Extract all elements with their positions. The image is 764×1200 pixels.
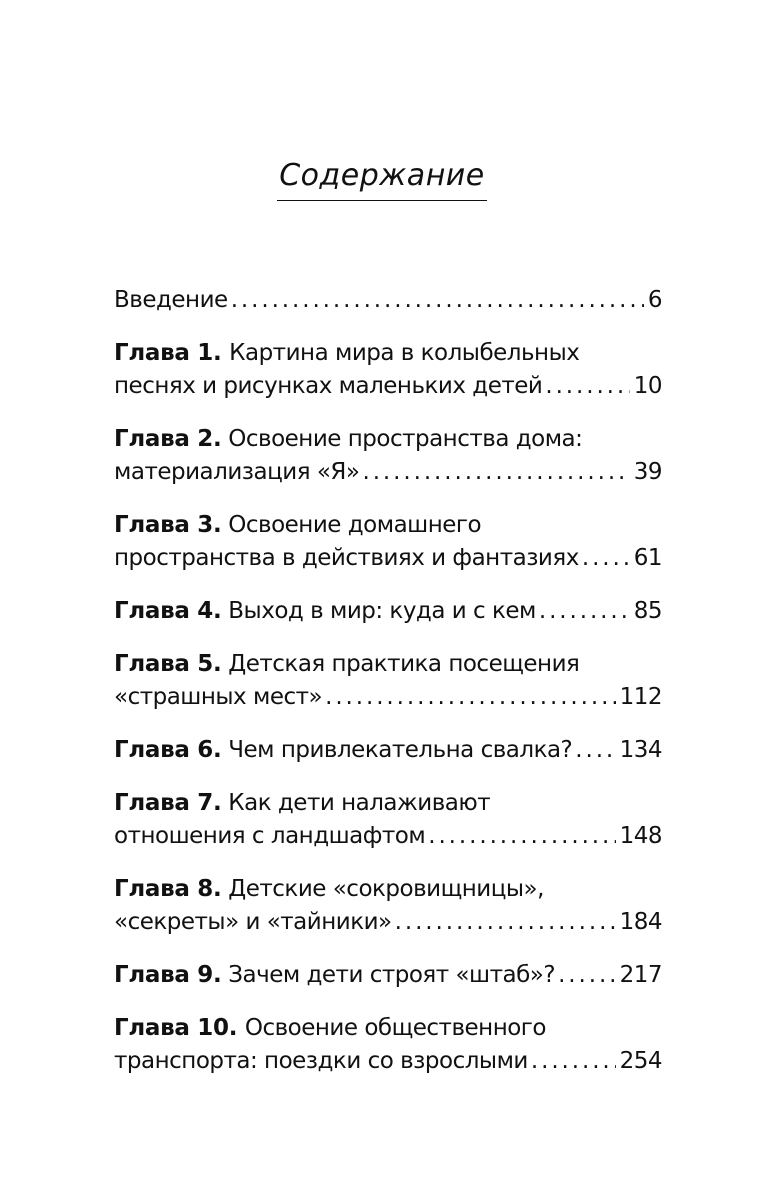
toc-entry-title: Как дети налаживают <box>221 790 491 816</box>
toc-entry-line <box>114 423 662 456</box>
chapter-label: Глава 2. <box>114 426 222 452</box>
toc-entry-title-continued: отношения с ландшафтом <box>114 823 426 849</box>
toc-page-number: 39 <box>633 459 662 485</box>
chapter-label: Глава 1. <box>114 340 230 366</box>
toc-page-number: 217 <box>619 962 662 988</box>
toc-entry-line <box>114 595 662 628</box>
dot-leader <box>545 370 629 403</box>
page-title-wrapper <box>0 156 764 201</box>
toc-entry-chapter-6[interactable] <box>114 734 662 767</box>
toc-page-number: 10 <box>633 373 662 399</box>
toc-entry-line <box>114 337 662 370</box>
toc-entry-title: Зачем дети строят «штаб»? <box>221 962 556 988</box>
toc-entry-title: Освоение пространства дома: <box>221 426 583 452</box>
toc-entry-chapter-9[interactable] <box>114 959 662 992</box>
toc-entry-introduction[interactable] <box>114 284 662 317</box>
toc-entry-chapter-3[interactable] <box>114 509 662 575</box>
toc-entry-chapter-4[interactable] <box>114 595 662 628</box>
toc-entry-title-continued: пространства в действиях и фантазиях <box>114 545 579 571</box>
toc-entry-line <box>114 1045 662 1078</box>
toc-entry-line <box>114 370 662 403</box>
toc-entry-chapter-5[interactable] <box>114 648 662 714</box>
toc-page-number: 254 <box>619 1048 662 1074</box>
chapter-label: Глава 10. <box>114 1015 245 1041</box>
toc-entry-line <box>114 1012 662 1045</box>
dot-leader <box>325 681 616 714</box>
dot-leader <box>582 542 630 575</box>
table-of-contents <box>114 284 662 1098</box>
chapter-label: Глава 5. <box>114 651 222 677</box>
chapter-label: Глава 4. <box>114 598 222 624</box>
dot-leader <box>395 906 616 939</box>
toc-entry-line <box>114 681 662 714</box>
chapter-label: Глава 6. <box>114 737 222 763</box>
toc-page-number: 148 <box>619 823 662 849</box>
toc-entry-line <box>114 820 662 853</box>
dot-leader <box>575 734 615 767</box>
toc-page-number: 112 <box>619 684 662 710</box>
toc-entry-chapter-8[interactable] <box>114 873 662 939</box>
chapter-label: Глава 8. <box>114 876 222 902</box>
toc-entry-title: Детская практика посещения <box>221 651 580 677</box>
dot-leader <box>428 820 615 853</box>
toc-entry-title: Освоение общественного <box>244 1015 546 1041</box>
toc-entry-title: Введение <box>114 287 228 313</box>
toc-entry-chapter-10[interactable] <box>114 1012 662 1078</box>
page-title: Содержание <box>277 156 487 201</box>
chapter-label: Глава 7. <box>114 790 222 816</box>
toc-entry-title-continued: «секреты» и «тайники» <box>114 909 392 935</box>
toc-page-number: 61 <box>633 545 662 571</box>
toc-entry-title: Чем привлекательна свалка? <box>221 737 573 763</box>
toc-entry-text <box>114 959 555 992</box>
toc-entry-chapter-1[interactable] <box>114 337 662 403</box>
toc-page-number: 184 <box>619 909 662 935</box>
toc-entry-title-continued: песнях и рисунках маленьких детей <box>114 373 543 399</box>
toc-entry-text <box>114 734 572 767</box>
chapter-label: Глава 9. <box>114 962 222 988</box>
toc-entry-line <box>114 542 662 575</box>
chapter-label: Глава 3. <box>114 512 222 538</box>
toc-entry-title-continued: «страшных мест» <box>114 684 323 710</box>
toc-entry-line <box>114 906 662 939</box>
toc-entry-chapter-7[interactable] <box>114 787 662 853</box>
dot-leader <box>558 959 616 992</box>
toc-page-number: 85 <box>633 598 662 624</box>
dot-leader <box>531 1045 616 1078</box>
toc-entry-line <box>114 959 662 992</box>
dot-leader <box>231 284 644 317</box>
toc-page-number: 6 <box>647 287 662 313</box>
toc-page-number: 134 <box>619 737 662 763</box>
toc-entry-text <box>114 595 536 628</box>
toc-entry-title: Картина мира в колыбельных <box>229 340 580 366</box>
toc-entry-line <box>114 284 662 317</box>
dot-leader <box>539 595 630 628</box>
toc-entry-title-continued: материализация «Я» <box>114 459 360 485</box>
toc-entry-line <box>114 648 662 681</box>
toc-entry-title: Выход в мир: куда и с кем <box>221 598 536 624</box>
toc-entry-title: Детские «сокровищницы», <box>221 876 544 902</box>
toc-entry-text <box>114 284 228 317</box>
toc-entry-line <box>114 787 662 820</box>
toc-entry-title-continued: транспорта: поездки со взрослыми <box>114 1048 528 1074</box>
dot-leader <box>362 456 629 489</box>
toc-entry-line <box>114 509 662 542</box>
toc-entry-line <box>114 734 662 767</box>
toc-entry-line <box>114 456 662 489</box>
toc-entry-chapter-2[interactable] <box>114 423 662 489</box>
toc-entry-title: Освоение домашнего <box>221 512 482 538</box>
toc-entry-line <box>114 873 662 906</box>
